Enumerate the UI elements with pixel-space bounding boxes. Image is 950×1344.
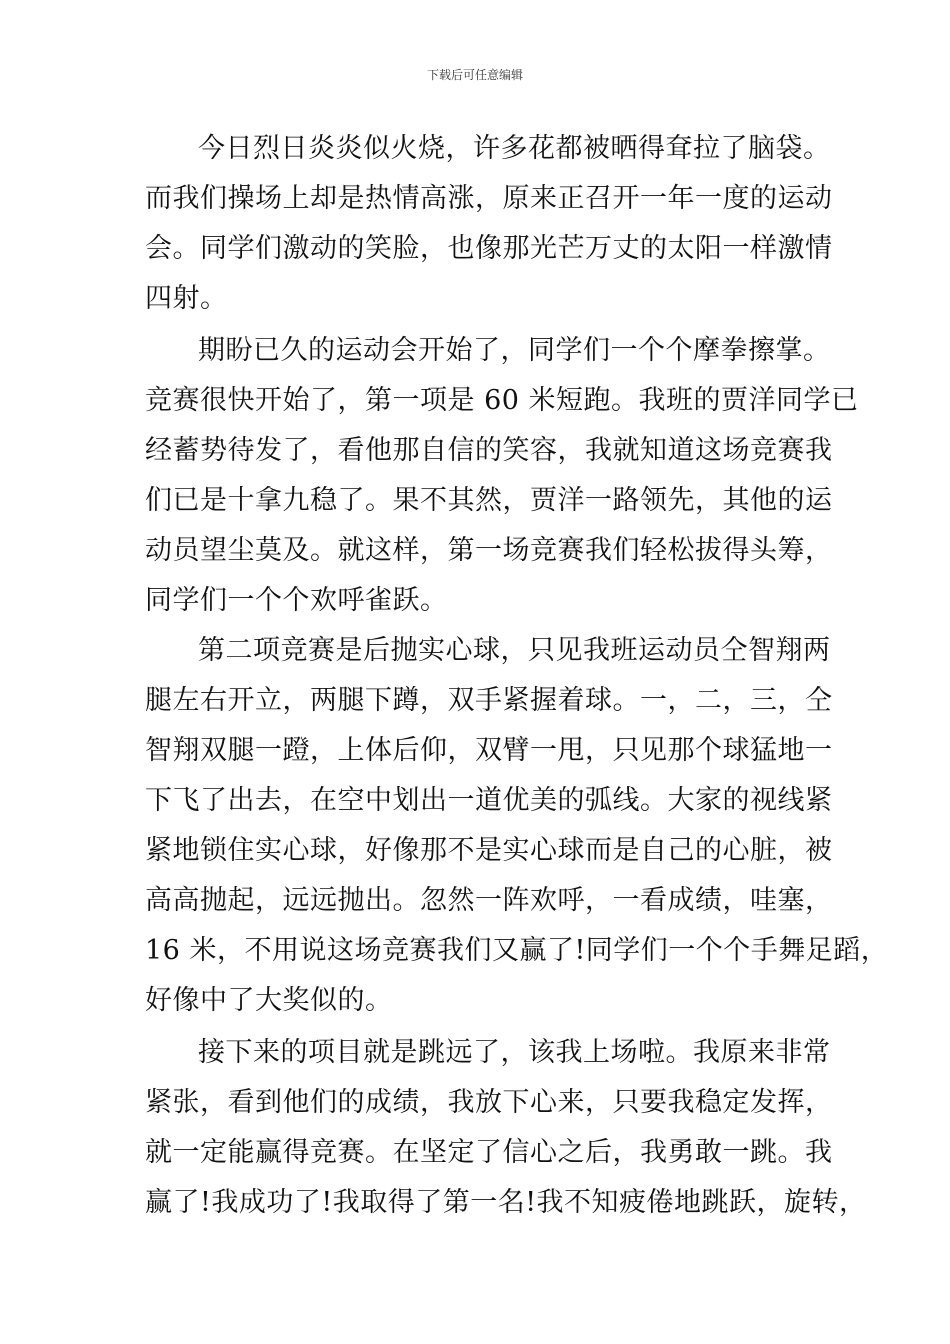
paragraph-3-line-5: 紧地锁住实心球，好像那不是实心球而是自己的心脏，被 — [145, 835, 833, 866]
paragraph-2-line-3: 经蓄势待发了，看他那自信的笑容，我就知道这场竞赛我 — [145, 435, 833, 466]
paragraph-1-line-2: 而我们操场上却是热情高涨，原来正召开一年一度的运动 — [145, 183, 833, 214]
paragraph-3-line-6: 高高抛起，远远抛出。忽然一阵欢呼，一看成绩，哇塞， — [145, 885, 833, 916]
paragraph-3-line-2: 腿左右开立，两腿下蹲，双手紧握着球。一，二，三，仝 — [145, 685, 833, 716]
paragraph-1-line-3: 会。同学们激动的笑脸，也像那光芒万丈的太阳一样激情 — [145, 233, 833, 264]
paragraph-2-line-6: 同学们一个个欢呼雀跃。 — [145, 585, 448, 616]
paragraph-1-line-4: 四射。 — [145, 283, 228, 314]
paragraph-4-line-4: 赢了!我成功了!我取得了第一名!我不知疲倦地跳跃，旋转， — [145, 1187, 867, 1218]
paragraph-4-line-1: 接下来的项目就是跳远了，该我上场啦。我原来非常 — [198, 1037, 831, 1068]
page-header: 下载后可任意编辑 — [426, 68, 523, 82]
paragraph-3-line-8: 好像中了大奖似的。 — [145, 985, 393, 1016]
paragraph-3-line-1: 第二项竞赛是后抛实心球，只见我班运动员仝智翔两 — [198, 635, 831, 666]
paragraph-4-line-2: 紧张，看到他们的成绩，我放下心来，只要我稳定发挥， — [145, 1087, 833, 1118]
paragraph-3-line-4: 下飞了出去，在空中划出一道优美的弧线。大家的视线紧 — [145, 785, 833, 816]
paragraph-3-line-3: 智翔双腿一蹬，上体后仰，双臂一甩，只见那个球猛地一 — [145, 735, 833, 766]
paragraph-3-line-7: 16 米，不用说这场竞赛我们又赢了!同学们一个个手舞足蹈， — [145, 935, 889, 966]
paragraph-2-line-2: 竞赛很快开始了，第一项是 60 米短跑。我班的贾洋同学已 — [145, 385, 859, 416]
paragraph-4-line-3: 就一定能赢得竞赛。在坚定了信心之后，我勇敢一跳。我 — [145, 1137, 833, 1168]
paragraph-2-line-5: 动员望尘莫及。就这样，第一场竞赛我们轻松拔得头筹， — [145, 535, 833, 566]
paragraph-2-line-4: 们已是十拿九稳了。果不其然，贾洋一路领先，其他的运 — [145, 485, 833, 516]
paragraph-2-line-1: 期盼已久的运动会开始了，同学们一个个摩拳擦掌。 — [198, 335, 831, 366]
paragraph-1-line-1: 今日烈日炎炎似火烧，许多花都被晒得耷拉了脑袋。 — [198, 133, 831, 164]
